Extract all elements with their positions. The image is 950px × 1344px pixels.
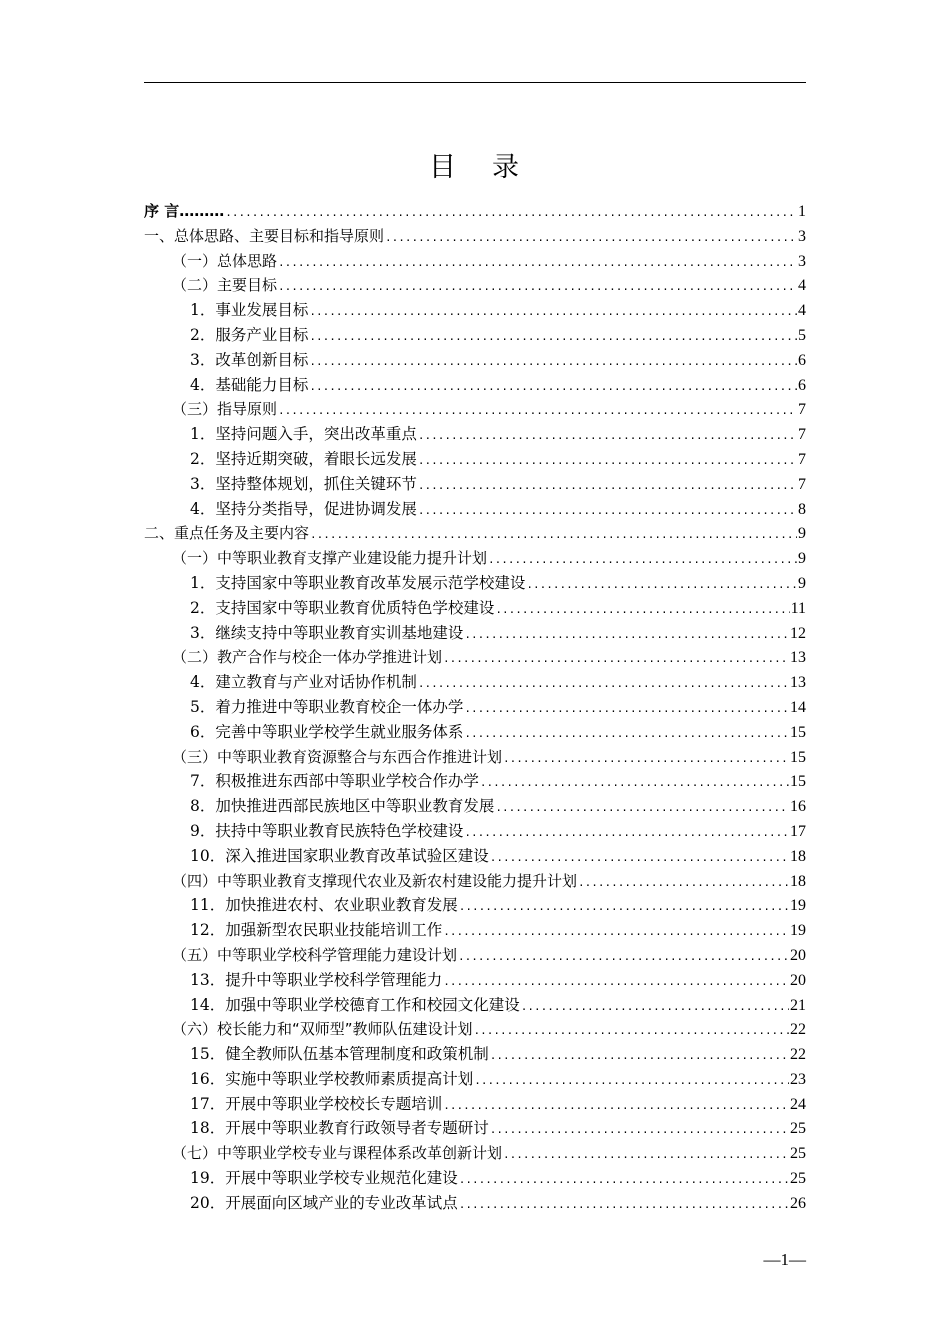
toc-leader-dots: [526, 573, 797, 598]
toc-entry-page: 9: [798, 550, 806, 568]
toc-entry-page: 7: [798, 426, 806, 444]
toc-leader-dots: [278, 251, 797, 276]
table-of-contents: [144, 199, 806, 1216]
toc-leader-dots: [418, 672, 789, 697]
toc-entry-page: 4: [798, 302, 806, 320]
toc-leader-dots: [418, 449, 797, 474]
title-char-2: 录: [492, 152, 521, 183]
toc-entry[interactable]: [144, 397, 806, 422]
toc-entry-page: 5: [798, 326, 806, 344]
toc-entry-label: 19．开展中等职业学校专业规范化建设: [190, 1169, 458, 1188]
toc-entry-label: 二、重点任务及主要内容: [144, 524, 310, 543]
toc-leader-dots: [495, 796, 789, 821]
toc-entry-label: 16．实施中等职业学校教师素质提高计划: [190, 1069, 474, 1088]
page-number: —1—: [763, 1250, 806, 1269]
toc-entry[interactable]: [144, 521, 806, 546]
toc-entry-page: 13: [790, 674, 806, 692]
toc-entry-page: 24: [790, 1095, 806, 1113]
toc-entry-page: 16: [790, 798, 806, 816]
toc-leader-dots: [503, 1143, 789, 1168]
toc-entry-label: （六）校长能力和“双师型”教师队伍建设计划: [172, 1020, 473, 1039]
toc-entry[interactable]: [144, 497, 806, 522]
toc-entry-page: 9: [798, 574, 806, 592]
toc-entry[interactable]: [144, 943, 806, 968]
toc-entry-label: 20．开展面向区域产业的专业改革试点: [190, 1193, 458, 1212]
toc-entry-label: 5．着力推进中等职业教育校企一体办学: [190, 697, 464, 716]
toc-entry-label: 6．完善中等职业学校学生就业服务体系: [190, 722, 464, 741]
toc-entry[interactable]: [144, 422, 806, 447]
toc-entry-label: 2．支持国家中等职业教育优质特色学校建设: [190, 598, 495, 617]
toc-leader-dots: [490, 1118, 789, 1143]
toc-entry-page: 9: [798, 525, 806, 543]
toc-entry[interactable]: [144, 645, 806, 670]
toc-entry-label: 1．坚持问题入手，突出改革重点: [190, 425, 417, 444]
toc-leader-dots: [385, 226, 797, 251]
toc-entry[interactable]: [144, 1191, 806, 1216]
toc-leader-dots: [418, 499, 797, 524]
toc-entry[interactable]: [144, 968, 806, 993]
toc-entry[interactable]: [144, 348, 806, 373]
title-char-1: 目: [429, 152, 458, 183]
toc-entry-label: （一）总体思路: [172, 251, 278, 270]
toc-leader-dots: [474, 1069, 789, 1094]
toc-entry-page: 23: [790, 1070, 806, 1088]
toc-entry-page: 21: [790, 996, 806, 1014]
toc-leader-dots: [443, 647, 789, 672]
toc-entry[interactable]: [144, 1166, 806, 1191]
toc-entry-page: 20: [790, 946, 806, 964]
toc-leader-dots: [459, 1168, 789, 1193]
toc-entry-page: 1: [798, 203, 806, 220]
toc-entry[interactable]: [144, 918, 806, 943]
toc-leader-dots: [521, 995, 789, 1020]
toc-leader-dots: [464, 821, 789, 846]
toc-entry-label: 10．深入推进国家职业教育改革试验区建设: [190, 846, 489, 865]
toc-leader-dots: [459, 1193, 789, 1218]
toc-entry[interactable]: [144, 993, 806, 1018]
toc-leader-dots: [443, 920, 789, 945]
toc-entry-label: 2．坚持近期突破，着眼长远发展: [190, 449, 417, 468]
toc-entry[interactable]: [144, 546, 806, 571]
header-rule: [144, 82, 806, 83]
toc-entry-page: 25: [790, 1145, 806, 1163]
toc-entry[interactable]: [144, 273, 806, 298]
toc-entry-page: 15: [790, 748, 806, 766]
toc-leader-dots: [458, 945, 789, 970]
toc-entry-label: 11．加快推进农村、农业职业教育发展: [190, 896, 458, 915]
toc-entry-page: 12: [790, 624, 806, 642]
toc-entry-page: 3: [798, 252, 806, 270]
toc-entry[interactable]: [144, 298, 806, 323]
toc-entry-label: 1．事业发展目标: [190, 301, 309, 320]
toc-entry-page: 15: [790, 773, 806, 791]
toc-entry[interactable]: [144, 720, 806, 745]
toc-entry[interactable]: [144, 819, 806, 844]
toc-entry-page: 6: [798, 376, 806, 394]
toc-entry[interactable]: [144, 844, 806, 869]
toc-entry[interactable]: [144, 323, 806, 348]
toc-entry-label: 2．服务产业目标: [190, 325, 309, 344]
toc-entry-label: 14．加强中等职业学校德育工作和校园文化建设: [190, 995, 520, 1014]
toc-leader-dots: [490, 1044, 789, 1069]
toc-entry[interactable]: [144, 695, 806, 720]
toc-entry[interactable]: [144, 745, 806, 770]
toc-leader-dots: [310, 523, 797, 548]
toc-leader-dots: [503, 747, 789, 772]
toc-entry-page: 17: [790, 822, 806, 840]
toc-entry[interactable]: [144, 893, 806, 918]
toc-entry[interactable]: [144, 596, 806, 621]
toc-leader-dots: [578, 871, 789, 896]
toc-entry[interactable]: [144, 1067, 806, 1092]
toc-leader-dots: [459, 895, 789, 920]
toc-entry[interactable]: [144, 869, 806, 894]
toc-entry-label: （二）教产合作与校企一体办学推进计划: [172, 648, 443, 667]
toc-entry-label: 15．健全教师队伍基本管理制度和政策机制: [190, 1045, 489, 1064]
toc-entry-page: 15: [790, 723, 806, 741]
toc-entry-page: 7: [798, 475, 806, 493]
toc-entry[interactable]: [144, 249, 806, 274]
toc-entry-page: 19: [790, 922, 806, 940]
toc-entry-label: 3．改革创新目标: [190, 350, 309, 369]
toc-entry-page: 8: [798, 500, 806, 518]
toc-entry-label: （五）中等职业学校科学管理能力建设计划: [172, 945, 458, 964]
toc-entry-label: （二）主要目标: [172, 276, 278, 295]
toc-leader-dots: [418, 424, 797, 449]
toc-leader-dots: [278, 275, 797, 300]
toc-leader-dots: [490, 846, 789, 871]
toc-entry-label: （三）指导原则: [172, 400, 278, 419]
toc-entry[interactable]: [144, 224, 806, 249]
toc-entry-page: 4: [798, 277, 806, 295]
toc-entry-page: 26: [790, 1194, 806, 1212]
toc-leader-dots: [464, 722, 789, 747]
toc-entry-page: 13: [790, 649, 806, 667]
toc-entry-page: 22: [790, 1046, 806, 1064]
toc-entry-page: 25: [790, 1120, 806, 1138]
toc-entry-label: （七）中等职业学校专业与课程体系改革创新计划: [172, 1144, 503, 1163]
toc-entry-page: 14: [790, 698, 806, 716]
toc-entry-page: 7: [798, 450, 806, 468]
toc-entry[interactable]: [144, 472, 806, 497]
toc-entry-label: 序 言………: [144, 202, 225, 220]
toc-entry[interactable]: [144, 1042, 806, 1067]
toc-entry-label: 17．开展中等职业学校校长专题培训: [190, 1094, 443, 1113]
toc-entry-label: 13．提升中等职业学校科学管理能力: [190, 970, 443, 989]
toc-entry-label: 一、总体思路、主要目标和指导原则: [144, 226, 385, 245]
toc-entry-label: 18．开展中等职业教育行政领导者专题研讨: [190, 1119, 489, 1138]
toc-entry-label: 9．扶持中等职业教育民族特色学校建设: [190, 821, 464, 840]
toc-entry[interactable]: [144, 621, 806, 646]
toc-entry[interactable]: [144, 1017, 806, 1042]
toc-leader-dots: [474, 1019, 789, 1044]
toc-entry-label: 4．建立教育与产业对话协作机制: [190, 673, 417, 692]
toc-entry-label: （三）中等职业教育资源整合与东西合作推进计划: [172, 747, 503, 766]
toc-entry[interactable]: [144, 373, 806, 398]
toc-entry[interactable]: [144, 794, 806, 819]
toc-entry-page: 6: [798, 351, 806, 369]
toc-entry-page: 11: [790, 599, 806, 617]
toc-entry-label: 3．继续支持中等职业教育实训基地建设: [190, 623, 464, 642]
toc-entry[interactable]: [144, 1116, 806, 1141]
toc-entry-label: 4．基础能力目标: [190, 375, 309, 394]
toc-entry-label: 1．支持国家中等职业教育改革发展示范学校建设: [190, 573, 526, 592]
toc-leader-dots: [464, 623, 789, 648]
toc-entry[interactable]: [144, 571, 806, 596]
toc-entry-label: 12．加强新型农民职业技能培训工作: [190, 921, 443, 940]
toc-entry[interactable]: [144, 447, 806, 472]
toc-entry-page: 18: [790, 872, 806, 890]
toc-entry-label: 3．坚持整体规划，抓住关键环节: [190, 474, 417, 493]
toc-entry-page: 19: [790, 897, 806, 915]
toc-leader-dots: [443, 970, 789, 995]
toc-leader-dots: [278, 399, 797, 424]
toc-entry[interactable]: [144, 1092, 806, 1117]
toc-entry-page: 7: [798, 401, 806, 419]
toc-entry-label: 4．坚持分类指导，促进协调发展: [190, 499, 417, 518]
toc-leader-dots: [418, 474, 797, 499]
toc-entry[interactable]: [144, 1141, 806, 1166]
toc-entry[interactable]: [144, 199, 806, 224]
toc-entry-page: 18: [790, 847, 806, 865]
toc-leader-dots: [309, 300, 797, 325]
toc-leader-dots: [495, 598, 789, 623]
toc-entry-page: 3: [798, 227, 806, 245]
toc-entry-label: （一）中等职业教育支撑产业建设能力提升计划: [172, 549, 488, 568]
toc-entry-page: 22: [790, 1021, 806, 1039]
toc-leader-dots: [488, 548, 797, 573]
page-title: [0, 145, 950, 184]
toc-leader-dots: [309, 350, 797, 375]
toc-entry-label: （四）中等职业教育支撑现代农业及新农村建设能力提升计划: [172, 871, 578, 890]
toc-entry-page: 20: [790, 971, 806, 989]
toc-leader-dots: [225, 201, 797, 226]
toc-entry-label: 8．加快推进西部民族地区中等职业教育发展: [190, 797, 495, 816]
toc-entry-page: 25: [790, 1170, 806, 1188]
toc-leader-dots: [480, 771, 789, 796]
toc-entry[interactable]: [144, 670, 806, 695]
toc-leader-dots: [309, 325, 797, 350]
toc-leader-dots: [464, 697, 789, 722]
toc-leader-dots: [443, 1094, 789, 1119]
toc-entry-label: 7．积极推进东西部中等职业学校合作办学: [190, 772, 479, 791]
toc-entry[interactable]: [144, 769, 806, 794]
toc-leader-dots: [309, 375, 797, 400]
